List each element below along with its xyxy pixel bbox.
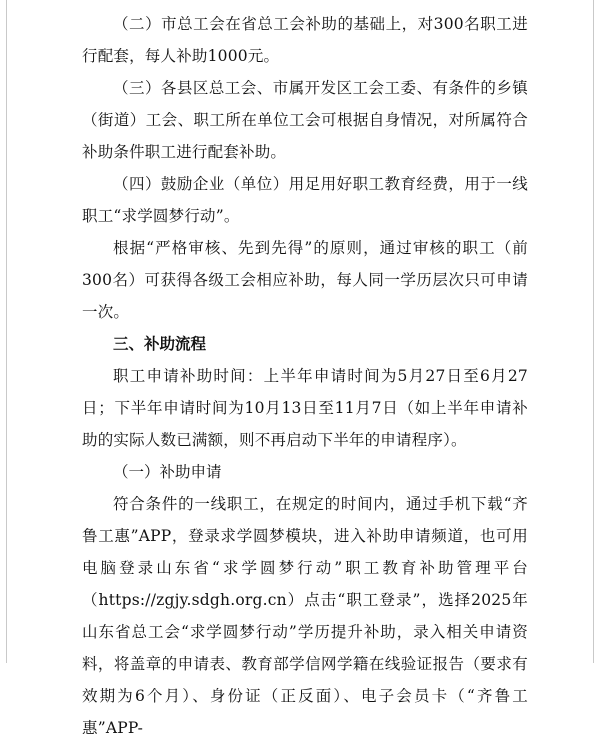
paragraph-application-timing: 职工申请补助时间：上半年申请时间为5月27日至6月27日；下半年申请时间为10月13日至11月7日（如上半年申请补助的实际人数已满额，则不再启动下半年的申请程序）。 bbox=[82, 367, 528, 449]
paragraph-enterprise-encouragement: （四）鼓励企业（单位）用足用好职工教育经费，用于一线职工“求学圆梦行动”。 bbox=[82, 175, 528, 225]
paragraph-application-steps: 符合条件的一线职工，在规定的时间内，通过手机下载“齐鲁工惠”APP，登录求学圆梦模块，进入补助申请频道，也可用电脑登录山东省“求学圆梦行动”职工教育补助管理平台（https://zgjy.sdgh.org.cn）点击“职工登录”，选择2025年山东省总工会“求学圆梦行动”学历提升补助，录入相关申请资料，将盖章的申请表、教育部学信网学籍在线验证报告（要求有效期为6个月）、身份证（正反面）、电子会员卡（“齐鲁工惠”APP- bbox=[82, 495, 528, 737]
section-heading-subsidy-process: 三、补助流程 bbox=[113, 335, 207, 353]
paragraph-county-matching-subsidy: （三）各县区总工会、市属开发区工会工委、有条件的乡镇（街道）工会、职工所在单位工会可根据自身情况，对所属符合补助条件职工进行配套补助。 bbox=[82, 79, 528, 161]
subheading-subsidy-application: （一）补助申请 bbox=[113, 463, 222, 481]
paragraph-city-matching-subsidy: （二）市总工会在省总工会补助的基础上，对300名职工进行配套，每人补助1000元。 bbox=[82, 15, 528, 65]
document-page bbox=[82, 8, 528, 744]
paragraph-review-principle: 根据“严格审核、先到先得”的原则，通过审核的职工（前300名）可获得各级工会相应补助，每人同一学历层次只可申请一次。 bbox=[82, 239, 528, 321]
